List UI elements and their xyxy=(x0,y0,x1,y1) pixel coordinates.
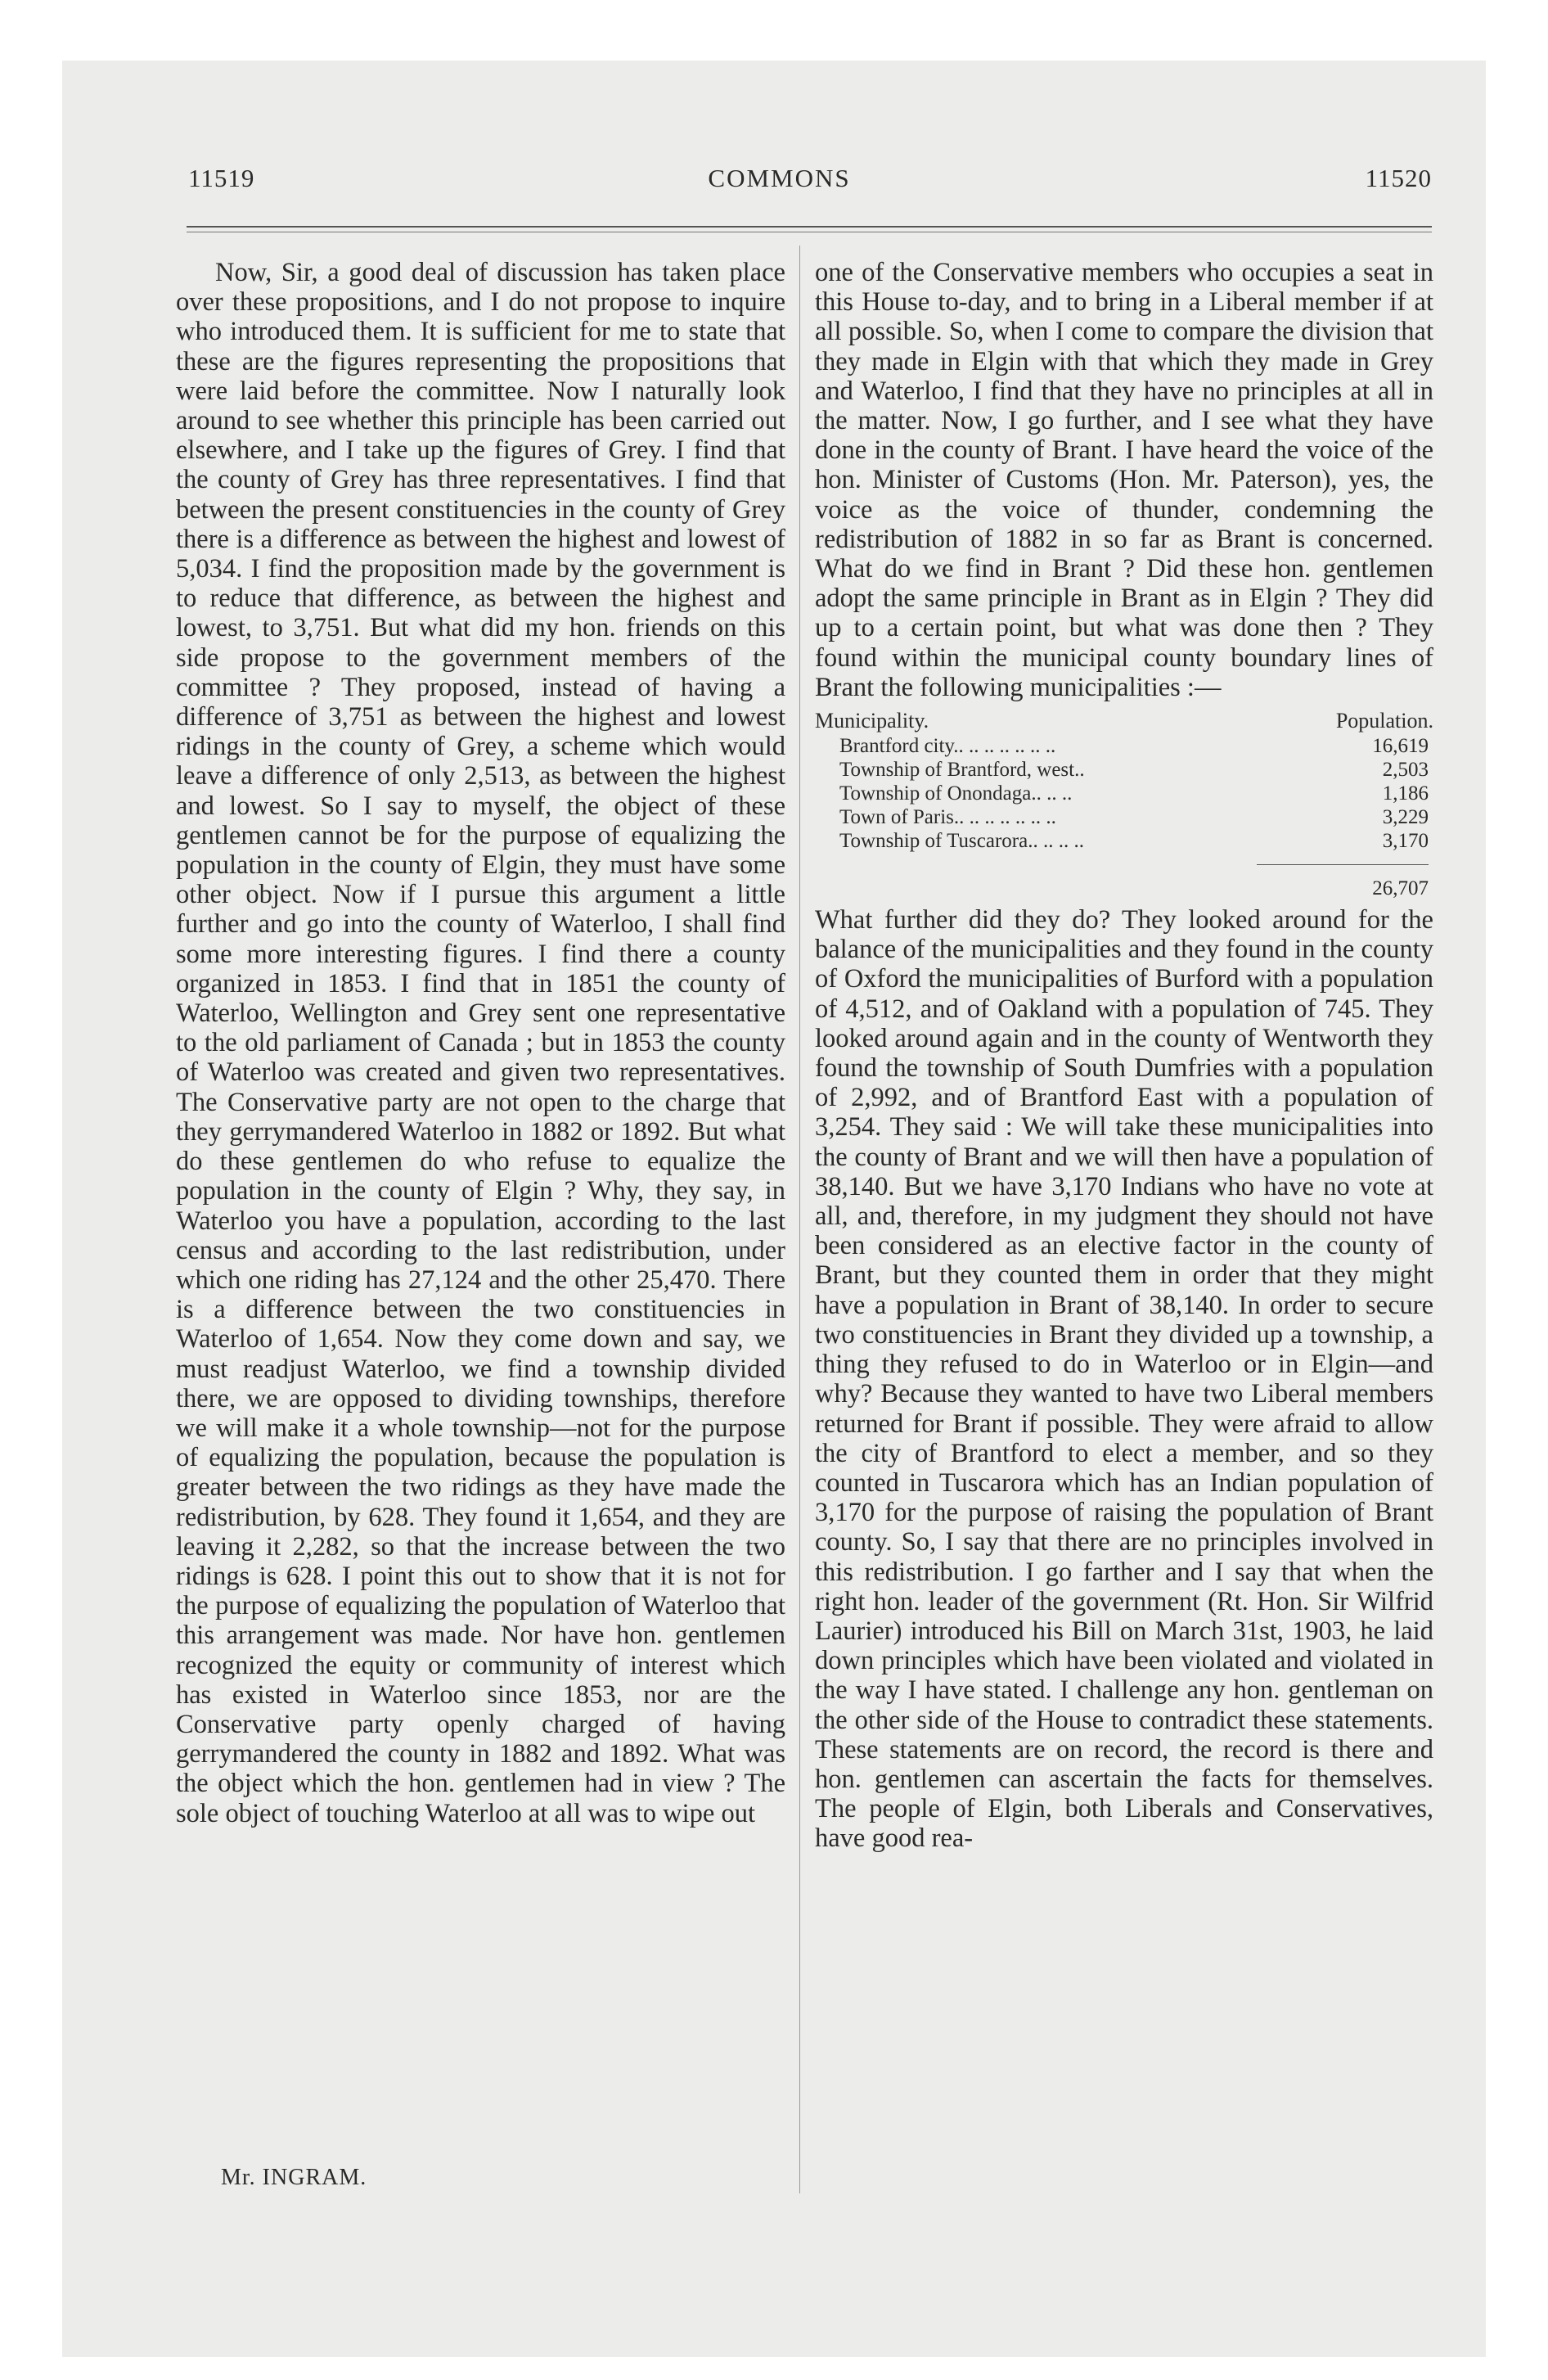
page-number-left: 11519 xyxy=(188,164,255,192)
column-divider xyxy=(799,246,800,2193)
right-column xyxy=(815,258,1433,1854)
right-body-paragraph: What further did they do? They looked around for the balance of the municipalities and they found in the county of Oxford the municipalities of Burford with a population of 4,512, and of Oakland with a population of 745. They looked around again and in the county of Wentworth they found the township of South Dumfries with a population of 2,992, and of Brantford East with a population of 3,254. They said : We will take these municipalities into the county of Brant and we will then have a population of 38,140. But we have 3,170 Indians who have no vote at all, and, therefore, in my judgment they should not have been considered as an elective factor in the county of Brant, but they counted them in order that they might have a population in Brant of 38,140. In order to secure two constituencies in Brant they divided up a township, a thing they refused to do in Waterloo or in Elgin—and why? Because they wanted to have two Liberal members returned for Brant if possible. They were afraid to allow the city of Brantford to elect a member, and so they counted in Tuscarora which has an Indian population of 3,170 for the purpose of raising the population of Brant county. So, I say that there are no principles involved in this redistribution. I go farther and I say that when the right hon. leader of the government (Rt. Hon. Sir Wilfrid Laurier) introduced his Bill on March 31st, 1903, he laid down principles which have been violated and violated in the way I have stated. I challenge any hon. gentleman on the other side of the House to contradict these statements. These statements are on record, the record is there and hon. gentlemen can ascertain the facts for themselves. The people of Elgin, both Liberals and Conservatives, have good rea- xyxy=(815,905,1433,1854)
row-pop: 3,170 xyxy=(1382,830,1429,853)
page-title: COMMONS xyxy=(708,164,851,192)
table-row xyxy=(815,829,1433,853)
page-number-right: 11520 xyxy=(1365,164,1432,192)
row-name: Township of Brantford, west.. xyxy=(839,759,1085,782)
table-header xyxy=(815,709,1433,732)
left-column xyxy=(176,258,785,1828)
table-total: 26,707 xyxy=(1257,864,1429,900)
col-municipality: Municipality. xyxy=(815,709,929,733)
row-name: Township of Tuscarora.. .. .. .. xyxy=(839,830,1084,853)
page-header xyxy=(127,164,1432,205)
row-name: Brantford city.. .. .. .. .. .. .. xyxy=(839,735,1056,758)
municipality-table xyxy=(815,709,1433,900)
row-pop: 3,229 xyxy=(1382,806,1429,829)
col-population: Population. xyxy=(1335,709,1433,733)
speaker-footer: Mr. INGRAM. xyxy=(221,2165,367,2190)
left-paragraph: Now, Sir, a good deal of discussion has taken place over these propositions, and I do not propose to inquire who introduced them. It is sufficient for me to state that these are the figures representing the propositions that were laid before the committee. Now I naturally look around to see whether this principle has been carried out elsewhere, and I take up the figures of Grey. I find that the county of Grey has three representatives. I find that between the present constituencies in the county of Grey there is a difference as between the highest and lowest of 5,034. I find the proposition made by the government is to reduce that difference, as between the highest and lowest, to 3,751. But what did my hon. friends on this side propose to the government members of the committee ? They proposed, instead of having a difference of 3,751 as between the highest and lowest ridings in the county of Grey, a scheme which would leave a difference of only 2,513, as between the highest and lowest. So I say to myself, the object of these gentlemen cannot be for the purpose of equalizing the population in the county of Elgin, they must have some other object. Now if I pursue this argument a little further and go into the county of Waterloo, I shall find some more interesting figures. I find there a county organized in 1853. I find that in 1851 the county of Waterloo, Wellington and Grey sent one representative to the old parliament of Canada ; but in 1853 the county of Waterloo was created and given two representatives. The Conservative party are not open to the charge that they gerrymandered Waterloo in 1882 or 1892. But what do these gentlemen do who refuse to equalize the population in the county of Elgin ? Why, they say, in Waterloo you have a population, according to the last census and according to the last redistribution, under which one riding has 27,124 and the other 25,470. There is a difference between the two constituencies in Waterloo of 1,654. Now they come down and say, we must readjust Waterloo, we find a township divided there, we are opposed to dividing townships, therefore we will make it a whole township—not for the purpose of equalizing the population, because the population is greater between the two ridings as they have made the redistribution, by 628. They found it 1,654, and they are leaving it 2,282, so that the increase between the two ridings is 628. I point this out to show that it is not for the purpose of equalizing the population of Waterloo that this arrangement was made. Nor have hon. gentlemen recognized the equity or community of interest which has existed in Waterloo since 1853, nor are the Conservative party openly charged of having gerrymandered the county in 1882 and 1892. What was the object which the hon. gentlemen had in view ? The sole object of touching Waterloo at all was to wipe out xyxy=(176,258,785,1828)
row-pop: 2,503 xyxy=(1382,759,1429,782)
row-name: Town of Paris.. .. .. .. .. .. .. xyxy=(839,806,1056,829)
row-name: Township of Onondaga.. .. .. xyxy=(839,782,1073,805)
row-pop: 1,186 xyxy=(1382,782,1429,805)
row-pop: 16,619 xyxy=(1372,735,1429,758)
table-row xyxy=(815,758,1433,782)
right-intro-paragraph: one of the Conservative members who occupies a seat in this House to-day, and to bring in a Liberal member if at all possible. So, when I come to compare the division that they made in Elgin with that which they made in Grey and Waterloo, I find that they have no principles at all in the matter. Now, I go further, and I see what they have done in the county of Brant. I have heard the voice of the hon. Minister of Customs (Hon. Mr. Paterson), yes, the voice as the voice of thunder, condemning the redistribution of 1882 in so far as Brant is concerned. What do we find in Brant ? Did these hon. gentlemen adopt the same principle in Brant as in Elgin ? They did up to a certain point, but what was done then ? They found within the municipal county boundary lines of Brant the following municipalities :— xyxy=(815,258,1433,702)
table-row xyxy=(815,805,1433,829)
table-row xyxy=(815,734,1433,758)
table-row xyxy=(815,782,1433,805)
header-rule xyxy=(187,226,1432,228)
